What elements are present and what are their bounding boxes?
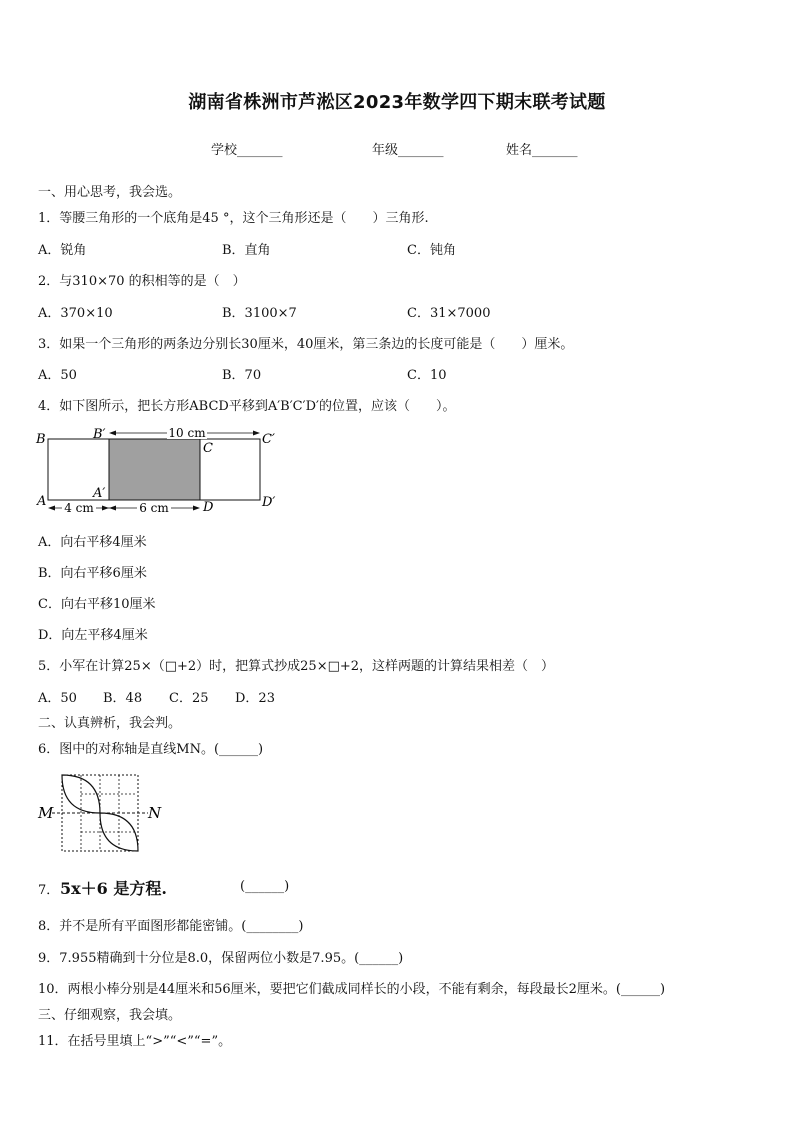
question-11: 11．在括号里填上“>”“<”“=”。	[38, 1034, 232, 1049]
symmetry-grid-figure	[36, 770, 164, 858]
question-1: 1．等腰三角形的一个底角是45 °，这个三角形还是（ ）三角形.	[38, 211, 429, 226]
q2-option-c: C．31×7000	[407, 306, 491, 321]
label-c: C	[203, 441, 213, 456]
label-a-prime: A′	[93, 486, 106, 501]
section-1-heading: 一、用心思考，我会选。	[38, 185, 182, 200]
q1-option-b: B．直角	[222, 243, 271, 258]
shaded-rectangle	[109, 439, 200, 500]
q1-option-c: C．钝角	[407, 243, 456, 258]
question-7-expression: 5x＋6 是方程.	[60, 879, 167, 898]
section-3-heading: 三、仔细观察，我会填。	[38, 1008, 182, 1023]
name-field: 姓名_______	[506, 143, 578, 158]
question-7-number: 7．	[38, 883, 60, 898]
question-8: 8．并不是所有平面图形都能密铺。(________)	[38, 919, 304, 934]
question-4: 4．如下图所示，把长方形ABCD平移到A′B′C′D′的位置，应该（ ）。	[38, 399, 456, 414]
label-c-prime: C′	[262, 432, 275, 447]
question-3: 3．如果一个三角形的两条边分别长30厘米，40厘米，第三条边的长度可能是（ ）厘米。	[38, 337, 574, 352]
label-b: B	[36, 432, 46, 447]
page-title: 湖南省株洲市芦淞区2023年数学四下期末联考试题	[188, 92, 606, 113]
question-10: 10．两根小棒分别是44厘米和56厘米，要把它们截成同样长的小段，不能有剩余，每段最长2厘米。(______)	[38, 982, 666, 997]
label-n: N	[148, 804, 162, 822]
q2-option-a: A．370×10	[38, 306, 113, 321]
q4-option-a: A．向右平移4厘米	[38, 535, 147, 550]
label-d-prime: D′	[262, 495, 276, 510]
q4-option-c: C．向右平移10厘米	[38, 597, 156, 612]
school-field: 学校_______	[211, 143, 283, 158]
label-m: M	[38, 804, 54, 822]
q4-option-d: D．向左平移4厘米	[38, 628, 148, 643]
question-6: 6．图中的对称轴是直线MN。(______)	[38, 742, 264, 757]
q3-option-b: B．70	[222, 368, 262, 383]
q3-option-a: A．50	[38, 368, 77, 383]
label-b-prime: B′	[93, 427, 106, 442]
label-6cm: 6 cm	[139, 501, 169, 515]
label-10cm: 10 cm	[168, 426, 206, 440]
grade-field: 年级_______	[372, 143, 444, 158]
question-7-blank: (______)	[240, 879, 290, 894]
label-d: D	[203, 500, 214, 515]
q4-option-b: B．向右平移6厘米	[38, 566, 147, 581]
section-2-heading: 二、认真辨析，我会判。	[38, 716, 182, 731]
q5-option-d: D．23	[235, 691, 275, 706]
q1-option-a: A．锐角	[38, 243, 87, 258]
question-9: 9．7.955精确到十分位是8.0，保留两位小数是7.95。(______)	[38, 951, 404, 966]
q5-option-c: C．25	[169, 691, 209, 706]
q5-option-b: B．48	[103, 691, 143, 706]
q2-option-b: B．3100×7	[222, 306, 297, 321]
q5-option-a: A．50	[38, 691, 77, 706]
label-4cm: 4 cm	[64, 501, 94, 515]
label-a: A	[37, 494, 47, 509]
question-5: 5．小军在计算25×（□+2）时，把算式抄成25×□+2，这样两题的计算结果相差（ ）	[38, 659, 555, 674]
question-2: 2．与310×70 的积相等的是（ ）	[38, 274, 246, 289]
translation-figure	[34, 424, 284, 516]
q3-option-c: C．10	[407, 368, 447, 383]
